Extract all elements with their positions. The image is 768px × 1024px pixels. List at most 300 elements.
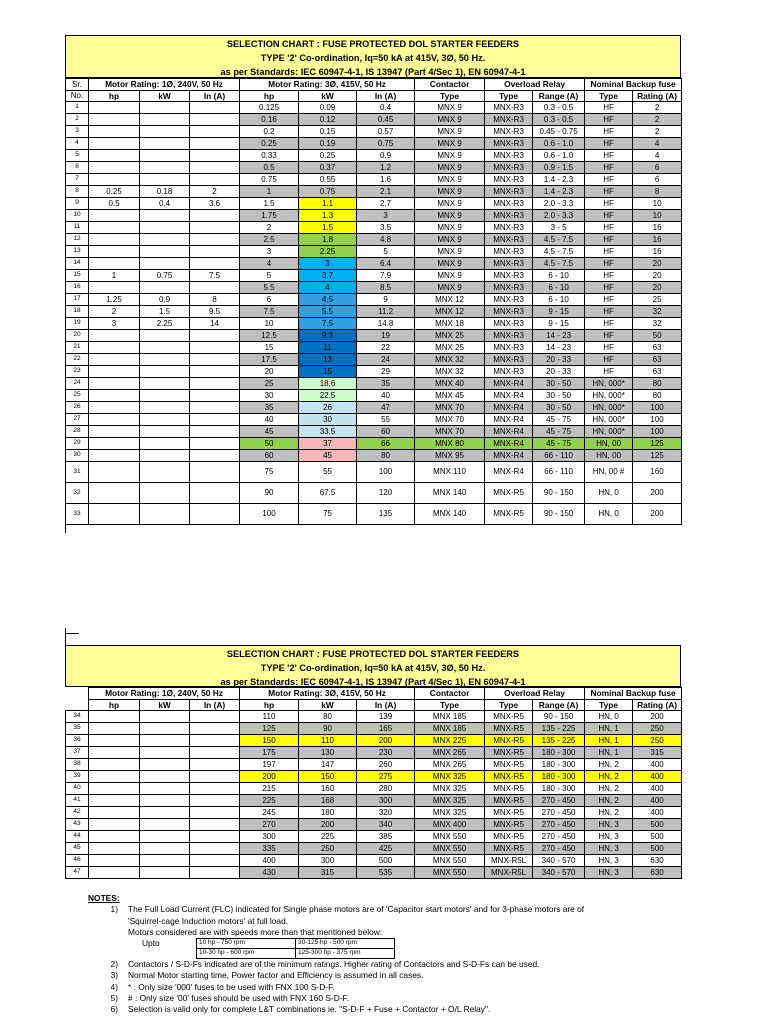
in-1ph [190, 342, 240, 354]
table-row [66, 174, 682, 186]
sr-no: 4 [66, 138, 89, 150]
fuse-rating: 6 [633, 162, 682, 174]
fuse-rating: 2 [633, 114, 682, 126]
hp-3ph: 245 [240, 807, 299, 819]
kw-3ph: 300 [299, 855, 357, 867]
hp-1ph [89, 102, 140, 114]
table-row [66, 438, 682, 450]
in-3ph: 139 [357, 711, 415, 723]
in-3ph: 3.5 [357, 222, 415, 234]
kw-1ph [140, 855, 190, 867]
kw-1ph [140, 807, 190, 819]
table-row [66, 138, 682, 150]
motor-1ph-header-2: Motor Rating: 1Ø, 240V, 50 Hz [89, 688, 240, 700]
hp-3ph: 5.5 [240, 282, 299, 294]
hp-3ph: 17.5 [240, 354, 299, 366]
table-row [66, 735, 682, 747]
kw-3ph: 130 [299, 747, 357, 759]
note-3 [88, 970, 688, 981]
kw-1ph: 0.18 [140, 186, 190, 198]
fuse-rating: 4 [633, 150, 682, 162]
sr-no: 19 [66, 318, 89, 330]
in-1ph [190, 234, 240, 246]
fuse-type: HN, 00 # [585, 462, 633, 483]
contactor-type-header-2: Type [415, 700, 485, 711]
table-row [66, 483, 682, 504]
in-3ph: 165 [357, 723, 415, 735]
contactor-type: MNX 40 [415, 378, 485, 390]
table-row [66, 198, 682, 210]
hp-3ph: 2.5 [240, 234, 299, 246]
relay-type: MNX-R3 [485, 222, 533, 234]
hp-1ph [89, 735, 140, 747]
fuse-type: HF [585, 222, 633, 234]
relay-type: MNX-R3 [485, 246, 533, 258]
kw-3ph: 22.5 [299, 390, 357, 402]
hp-1ph [89, 402, 140, 414]
relay-range: 135 - 225 [533, 735, 585, 747]
relay-type: MNX-R3 [485, 102, 533, 114]
fuse-type: HN, 0 [585, 504, 633, 525]
sr-no: 29 [66, 438, 89, 450]
table-row [66, 723, 682, 735]
kw-1ph [140, 114, 190, 126]
in-3ph: 55 [357, 414, 415, 426]
contactor-type: MNX 80 [415, 438, 485, 450]
sr-no: 15 [66, 270, 89, 282]
kw-3ph: 7.5 [299, 318, 357, 330]
fuse-type: HN, 3 [585, 843, 633, 855]
relay-range: 4.5 - 7.5 [533, 234, 585, 246]
fuse-rating-header-2: Rating (A) [633, 700, 682, 711]
kw-1ph: 0.75 [140, 270, 190, 282]
in-3ph: 47 [357, 402, 415, 414]
hp-1ph: 0.25 [89, 186, 140, 198]
kw-3ph: 37 [299, 438, 357, 450]
sr-no: 21 [66, 342, 89, 354]
relay-range: 180 - 300 [533, 759, 585, 771]
relay-range: 90 - 150 [533, 504, 585, 525]
no-header: No. [66, 91, 89, 102]
sr-no: 32 [66, 483, 89, 504]
kw-3ph: 150 [299, 771, 357, 783]
in-3ph: 8.5 [357, 282, 415, 294]
hp-3ph: 10 [240, 318, 299, 330]
fuse-type-header-2: Type [585, 700, 633, 711]
fuse-rating: 16 [633, 246, 682, 258]
table-row [66, 210, 682, 222]
fuse-type: HN, 00 [585, 438, 633, 450]
sr-no: 8 [66, 186, 89, 198]
fuse-rating: 400 [633, 783, 682, 795]
hp-3ph-header: hp [240, 91, 299, 102]
sr-no: 14 [66, 258, 89, 270]
hp-1ph [89, 414, 140, 426]
relay-type: MNX-R5 [485, 783, 533, 795]
header-title: SELECTION CHART : FUSE PROTECTED DOL STARTER FEEDERS [226, 39, 520, 49]
hp-3ph: 0.25 [240, 138, 299, 150]
kw-1ph [140, 735, 190, 747]
kw-1ph [140, 210, 190, 222]
kw-1ph [140, 282, 190, 294]
kw-3ph: 90 [299, 723, 357, 735]
relay-type: MNX-R4 [485, 378, 533, 390]
kw-1ph [140, 843, 190, 855]
fuse-rating: 6 [633, 174, 682, 186]
contactor-type: MNX 9 [415, 162, 485, 174]
fuse-type: HF [585, 306, 633, 318]
hp-1ph [89, 855, 140, 867]
relay-range: 270 - 450 [533, 795, 585, 807]
table-row [66, 450, 682, 462]
relay-type: MNX-R3 [485, 210, 533, 222]
fuse-rating: 315 [633, 747, 682, 759]
in-3ph: 260 [357, 759, 415, 771]
fuse-type: HN, 0 [585, 711, 633, 723]
sr-no: 40 [66, 783, 89, 795]
in-1ph [190, 258, 240, 270]
in-1ph [190, 246, 240, 258]
kw-3ph: 33.5 [299, 426, 357, 438]
relay-range: 0.9 - 1.5 [533, 162, 585, 174]
table-row [66, 819, 682, 831]
contactor-type: MNX 140 [415, 483, 485, 504]
table-row [66, 282, 682, 294]
hp-1ph [89, 483, 140, 504]
relay-range: 30 - 50 [533, 390, 585, 402]
contactor-type: MNX 325 [415, 783, 485, 795]
kw-1ph [140, 390, 190, 402]
kw-3ph: 1.8 [299, 234, 357, 246]
in-3ph: 29 [357, 366, 415, 378]
hp-1ph [89, 126, 140, 138]
relay-type: MNX-R4 [485, 450, 533, 462]
hp-1ph [89, 150, 140, 162]
relay-type: MNX-R5 [485, 483, 533, 504]
hp-1ph [89, 462, 140, 483]
table-row [66, 294, 682, 306]
in-3ph: 1.6 [357, 174, 415, 186]
hp-3ph: 0.33 [240, 150, 299, 162]
sr-no: 38 [66, 759, 89, 771]
contactor-type: MNX 70 [415, 426, 485, 438]
hp-1ph: 0.5 [89, 198, 140, 210]
kw-3ph: 1.3 [299, 210, 357, 222]
hp-1ph [89, 354, 140, 366]
relay-type: MNX-R3 [485, 270, 533, 282]
sr-no: 36 [66, 735, 89, 747]
fuse-type: HN, 2 [585, 783, 633, 795]
fuse-type: HF [585, 270, 633, 282]
relay-range: 20 - 33 [533, 354, 585, 366]
relay-range: 270 - 450 [533, 819, 585, 831]
relay-type: MNX-R4 [485, 438, 533, 450]
fuse-type: HN, 1 [585, 747, 633, 759]
hp-3ph: 40 [240, 414, 299, 426]
fuse-rating: 63 [633, 366, 682, 378]
hp-3ph: 20 [240, 366, 299, 378]
sr-no: 9 [66, 198, 89, 210]
fuse-type: HN, 2 [585, 759, 633, 771]
contactor-type: MNX 9 [415, 234, 485, 246]
contactor-type: MNX 9 [415, 186, 485, 198]
kw-1ph [140, 366, 190, 378]
hp-1ph [89, 234, 140, 246]
in-3ph: 500 [357, 855, 415, 867]
hp-3ph: 110 [240, 711, 299, 723]
fuse-rating: 250 [633, 723, 682, 735]
sr-no: 10 [66, 210, 89, 222]
fuse-type: HF [585, 318, 633, 330]
table-row [66, 402, 682, 414]
in-3ph: 80 [357, 450, 415, 462]
hp-3ph-header-2: hp [240, 700, 299, 711]
in-3ph: 4.8 [357, 234, 415, 246]
relay-range: 270 - 450 [533, 807, 585, 819]
contactor-type: MNX 9 [415, 114, 485, 126]
note-text: # : Only size '00' fuses should be used with FNX 160 S-D-F. [128, 993, 350, 1004]
hp-3ph: 60 [240, 450, 299, 462]
fuse-type: HF [585, 210, 633, 222]
kw-1ph [140, 126, 190, 138]
kw-3ph: 11 [299, 342, 357, 354]
hp-3ph: 0.16 [240, 114, 299, 126]
sr-no: 20 [66, 330, 89, 342]
hp-1ph [89, 438, 140, 450]
contactor-type: MNX 325 [415, 807, 485, 819]
in-3ph: 0.4 [357, 102, 415, 114]
sr-no: 11 [66, 222, 89, 234]
relay-type: MNX-R5 [485, 723, 533, 735]
speed-cell: 10-30 hp - 600 rpm [197, 949, 296, 959]
relay-type: MNX-R3 [485, 258, 533, 270]
fuse-type: HN, 2 [585, 807, 633, 819]
table-row [66, 162, 682, 174]
relay-type: MNX-R5L [485, 867, 533, 879]
in-3ph: 40 [357, 390, 415, 402]
hp-1ph [89, 819, 140, 831]
in-3ph: 0.57 [357, 126, 415, 138]
relay-range: 6 - 10 [533, 282, 585, 294]
note-text: The Full Load Current (FLC) indicated for Single phase motors are of 'Capacitor start motors' and for 3-phase motors are of [128, 904, 585, 915]
hp-1ph [89, 867, 140, 879]
table-row [66, 246, 682, 258]
contactor-type: MNX 265 [415, 759, 485, 771]
table-row [66, 366, 682, 378]
kw-1ph [140, 402, 190, 414]
relay-type: MNX-R3 [485, 162, 533, 174]
in-1ph: 9.5 [190, 306, 240, 318]
in-3ph: 0.75 [357, 138, 415, 150]
relay-range: 45 - 75 [533, 426, 585, 438]
contactor-type: MNX 225 [415, 735, 485, 747]
kw-3ph: 110 [299, 735, 357, 747]
in-3ph: 60 [357, 426, 415, 438]
relay-type: MNX-R3 [485, 198, 533, 210]
relay-range: 0.3 - 0.5 [533, 102, 585, 114]
contactor-type: MNX 12 [415, 294, 485, 306]
hp-3ph: 35 [240, 402, 299, 414]
fuse-rating: 160 [633, 462, 682, 483]
blank-corner [66, 688, 89, 700]
kw-3ph: 75 [299, 504, 357, 525]
relay-type: MNX-R5 [485, 759, 533, 771]
sr-no: 23 [66, 366, 89, 378]
relay-type: MNX-R3 [485, 186, 533, 198]
header-standards-2: as per Standards: IEC 60947-4-1, IS 13947 (Part 4/Sec 1), EN 60947-4-1 [220, 677, 526, 687]
contactor-type: MNX 25 [415, 342, 485, 354]
fuse-rating: 500 [633, 819, 682, 831]
in-1ph [190, 483, 240, 504]
hp-3ph: 197 [240, 759, 299, 771]
in-1ph: 8 [190, 294, 240, 306]
in-1ph [190, 831, 240, 843]
in-1ph: 14 [190, 318, 240, 330]
fuse-rating: 2 [633, 102, 682, 114]
kw-1ph [140, 723, 190, 735]
fuse-rating: 200 [633, 504, 682, 525]
notes-title: NOTES: [88, 893, 120, 903]
relay-range: 66 - 110 [533, 450, 585, 462]
kw-3ph: 0.75 [299, 186, 357, 198]
hp-3ph: 50 [240, 438, 299, 450]
contactor-type: MNX 9 [415, 198, 485, 210]
in-3ph: 385 [357, 831, 415, 843]
relay-range: 20 - 33 [533, 366, 585, 378]
contactor-type: MNX 9 [415, 150, 485, 162]
in-3ph: 14.8 [357, 318, 415, 330]
hp-1ph [89, 504, 140, 525]
upto-label: Upto [142, 938, 160, 949]
relay-range: 180 - 300 [533, 783, 585, 795]
hp-3ph: 3 [240, 246, 299, 258]
hp-3ph: 0.5 [240, 162, 299, 174]
relay-type: MNX-R5 [485, 771, 533, 783]
fuse-type: HF [585, 234, 633, 246]
in-1ph [190, 402, 240, 414]
fuse-type: HN, 000* [585, 414, 633, 426]
sr-no: 2 [66, 114, 89, 126]
in-3ph: 340 [357, 819, 415, 831]
note-1 [88, 904, 688, 959]
in-3ph: 3 [357, 210, 415, 222]
relay-range: 180 - 300 [533, 771, 585, 783]
kw-3ph: 1.1 [299, 198, 357, 210]
sr-no: 28 [66, 426, 89, 438]
in-1ph [190, 378, 240, 390]
fuse-type: HN, 2 [585, 795, 633, 807]
kw-1ph [140, 450, 190, 462]
in-1ph [190, 843, 240, 855]
in-3ph: 5 [357, 246, 415, 258]
contactor-type: MNX 550 [415, 843, 485, 855]
contactor-type: MNX 12 [415, 306, 485, 318]
contactor-type: MNX 550 [415, 855, 485, 867]
relay-header-2: Overload Relay [485, 688, 585, 700]
in-3ph: 120 [357, 483, 415, 504]
fuse-type: HN, 3 [585, 819, 633, 831]
sr-no: 33 [66, 504, 89, 525]
relay-type: MNX-R5 [485, 843, 533, 855]
speed-cell: 10 hp - 750 rpm [197, 939, 296, 949]
kw-1ph: 0.9 [140, 294, 190, 306]
in-3ph: 35 [357, 378, 415, 390]
table-row [66, 330, 682, 342]
in-1ph [190, 807, 240, 819]
table-row [66, 759, 682, 771]
relay-type: MNX-R3 [485, 306, 533, 318]
hp-1ph [89, 114, 140, 126]
relay-range: 1.4 - 2.3 [533, 186, 585, 198]
chart-header-2 [65, 645, 681, 687]
fuse-type: HN, 000* [585, 426, 633, 438]
kw-1ph [140, 378, 190, 390]
relay-header: Overload Relay [485, 79, 585, 91]
hp-1ph [89, 162, 140, 174]
table-row [66, 807, 682, 819]
relay-range: 3 - 5 [533, 222, 585, 234]
hp-3ph: 335 [240, 843, 299, 855]
contactor-type: MNX 140 [415, 504, 485, 525]
in-1ph [190, 855, 240, 867]
hp-1ph [89, 282, 140, 294]
sr-no: 44 [66, 831, 89, 843]
hp-3ph: 75 [240, 462, 299, 483]
in-1ph [190, 867, 240, 879]
fuse-rating: 125 [633, 450, 682, 462]
hp-1ph [89, 138, 140, 150]
hp-3ph: 100 [240, 504, 299, 525]
relay-type: MNX-R3 [485, 354, 533, 366]
note-number: 4) [110, 981, 118, 992]
fuse-rating: 500 [633, 843, 682, 855]
contactor-type: MNX 9 [415, 102, 485, 114]
hp-3ph: 125 [240, 723, 299, 735]
note-text: Contactors / S-D-Fs indicated are of the minimum ratings. Higher rating of Contactors and S-D-Fs can be used. [128, 959, 540, 970]
in-1ph [190, 138, 240, 150]
in-1ph [190, 504, 240, 525]
relay-type: MNX-R3 [485, 234, 533, 246]
kw-1ph: 0.4 [140, 198, 190, 210]
hp-3ph: 215 [240, 783, 299, 795]
fuse-type: HF [585, 174, 633, 186]
sr-no: 31 [66, 462, 89, 483]
left-stub-2 [65, 628, 66, 646]
relay-range: 1.4 - 2.3 [533, 174, 585, 186]
hp-1ph [89, 390, 140, 402]
in-1ph [190, 330, 240, 342]
fuse-rating-header: Rating (A) [633, 91, 682, 102]
contactor-type-header: Type [415, 91, 485, 102]
kw-3ph: 0.55 [299, 174, 357, 186]
kw-1ph [140, 222, 190, 234]
sr-no: 30 [66, 450, 89, 462]
relay-type: MNX-R4 [485, 390, 533, 402]
kw-3ph: 250 [299, 843, 357, 855]
note-2 [88, 959, 688, 970]
note-number: 6) [110, 1004, 118, 1015]
hp-3ph: 0.75 [240, 174, 299, 186]
relay-range: 4.5 - 7.5 [533, 246, 585, 258]
hp-3ph: 400 [240, 855, 299, 867]
kw-1ph [140, 426, 190, 438]
relay-type: MNX-R3 [485, 294, 533, 306]
fuse-type: HF [585, 282, 633, 294]
kw-1ph [140, 711, 190, 723]
selection-table-1 [65, 78, 682, 525]
table-row [66, 222, 682, 234]
in-1ph [190, 819, 240, 831]
